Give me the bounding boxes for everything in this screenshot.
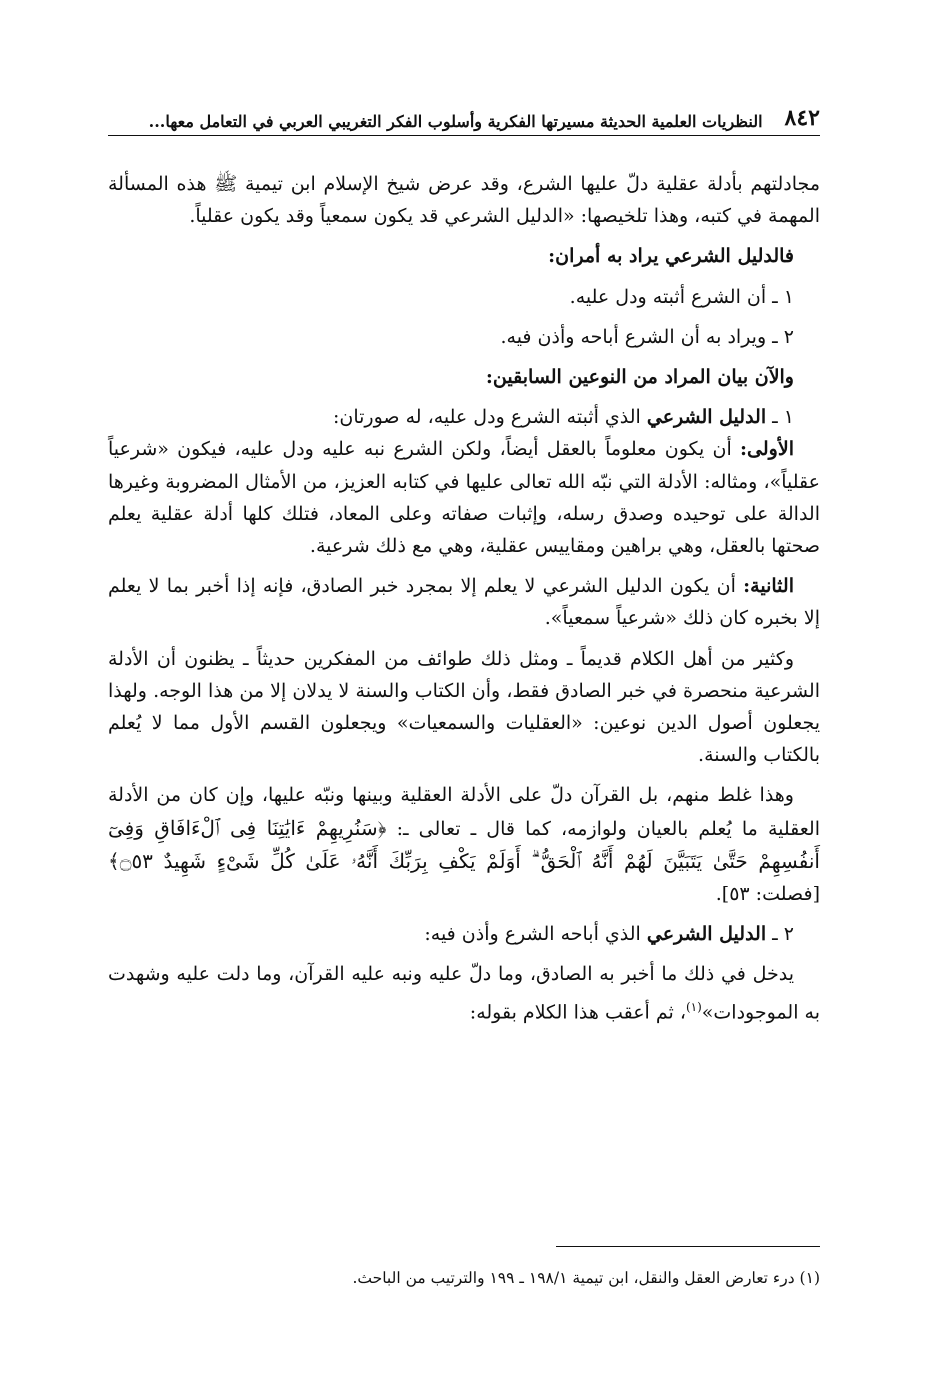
running-title: النظريات العلمية الحديثة مسيرتها الفكرية وأسلوب الفكر التغريبي العربي في التعامل معها... xyxy=(148,112,763,131)
footnote-number: (١) xyxy=(799,1269,820,1287)
second-form-label: الثانية: xyxy=(743,575,794,598)
paragraph-second-form xyxy=(108,570,820,634)
second-form-text: أن يكون الدليل الشرعي لا يعلم إلا بمجرد خبر الصادق، فإنه إذا أخبر بما لا يعلم إلا بخبره كان ذلك «شرعياً سمعياً». xyxy=(108,575,820,630)
quran-reference: [فصلت: ٥٣]. xyxy=(715,883,820,906)
footnote-text: درء تعارض العقل والنقل، ابن تيمية ١٩٨/١ ـ ١٩٩ والترتيب من الباحث. xyxy=(352,1269,795,1287)
footnote xyxy=(108,1266,820,1290)
heading-two-matters: فالدليل الشرعي يراد به أمران: xyxy=(548,245,794,268)
closing-text: يدخل في ذلك ما أخبر به الصادق، وما دلّ عليه ونبه عليه القرآن، وما دلت عليه وشهدت به الموجودات» xyxy=(108,963,820,1023)
section-1-number: ١ ـ xyxy=(772,406,794,429)
section-1-term: الدليل الشرعي xyxy=(646,406,767,429)
heading-types: والآن بيان المراد من النوعين السابقين: xyxy=(485,366,794,389)
quran-intro-text: وهذا غلط منهم، بل القرآن دلّ على الأدلة العقلية وبينها ونبّه عليها، وإن كان من الأدلة العقلية ما يُعلم بالعيان ولوازمه، كما قال ـ تعالى ـ: xyxy=(108,784,821,840)
paragraph-first-form xyxy=(108,433,820,562)
paragraph-intro: مجادلتهم بأدلة عقلية دلّ عليها الشرع، وقد عرض شيخ الإسلام ابن تيمية ﷺ هذه المسألة المهمة في كتبه، وهذا تلخيصها: «الدليل الشرعي قد يكون سمعياً وقد يكون عقلياً. xyxy=(108,173,820,228)
first-form-label: الأولى: xyxy=(740,438,794,461)
section-1-heading xyxy=(108,401,820,433)
paragraph-quran-evidence xyxy=(108,779,820,910)
footnote-marker: (١) xyxy=(685,999,702,1014)
paragraph-closing xyxy=(108,958,820,1028)
paragraph-kalam: وكثير من أهل الكلام قديماً ـ ومثل ذلك طوائف من المفكرين حديثاً ـ يظنون أن الأدلة الشرعية منحصرة في خبر الصادق فقط، وأن الكتاب والسنة لا يدلان إلا من هذا الوجه. ولهذا يجعلون أصول الدين نوعين: «العقليات والسمعيات» ويجعلون القسم الأول مما لا يُعلم بالكتاب والسنة. xyxy=(108,647,820,767)
page-header xyxy=(108,98,820,136)
section-2-number: ٢ ـ xyxy=(772,923,794,946)
footnote-divider xyxy=(556,1246,820,1247)
list-item-2: ٢ ـ ويراد به أن الشرع أباحه وأذن فيه. xyxy=(500,325,794,348)
section-2-term: الدليل الشرعي xyxy=(646,923,767,946)
section-2-text: الذي أباحه الشرع وأذن فيه: xyxy=(424,923,641,946)
quran-verse: ﴿سَنُرِيهِمْ ءَايَٰتِنَا فِى ٱلْءَافَاقِ وَفِىٓ أَنفُسِهِمْ حَتَّىٰ يَتَبَيَّنَ لَهُمْ أَنَّهُ ٱلْحَقُّ ۗ أَوَلَمْ يَكْفِ بِرَبِّكَ أَنَّهُۥ عَلَىٰ كُلِّ شَىْءٍ شَهِيدٌ ۝٥٣﴾ xyxy=(108,815,820,873)
list-item-1: ١ ـ أن الشرع أثبته ودل عليه. xyxy=(569,285,794,308)
closing-text-end: ، ثم أعقب هذا الكلام بقوله: xyxy=(469,1001,686,1023)
section-2-heading xyxy=(108,918,820,950)
section-1-text: الذي أثبته الشرع ودل عليه، له صورتان: xyxy=(332,406,641,429)
first-form-text: أن يكون معلوماً بالعقل أيضاً، ولكن الشرع نبه عليه ودل عليه، فيكون «شرعياً عقلياً»، ومثاله: الأدلة التي نبّه الله تعالى عليها في كتابه العزيز، من الأمثال المضروبة وغيرها الدالة على توحيده وصدق رسله، وإثبات صفاته وعلى المعاد، فتلك كلها أدلة عقلية يعلم صحتها بالعقل، وهي براهين ومقاييس عقلية، وهي مع ذلك شرعية. xyxy=(108,438,820,558)
main-text xyxy=(108,168,820,1028)
page-number: ٨٤٢ xyxy=(784,105,820,131)
